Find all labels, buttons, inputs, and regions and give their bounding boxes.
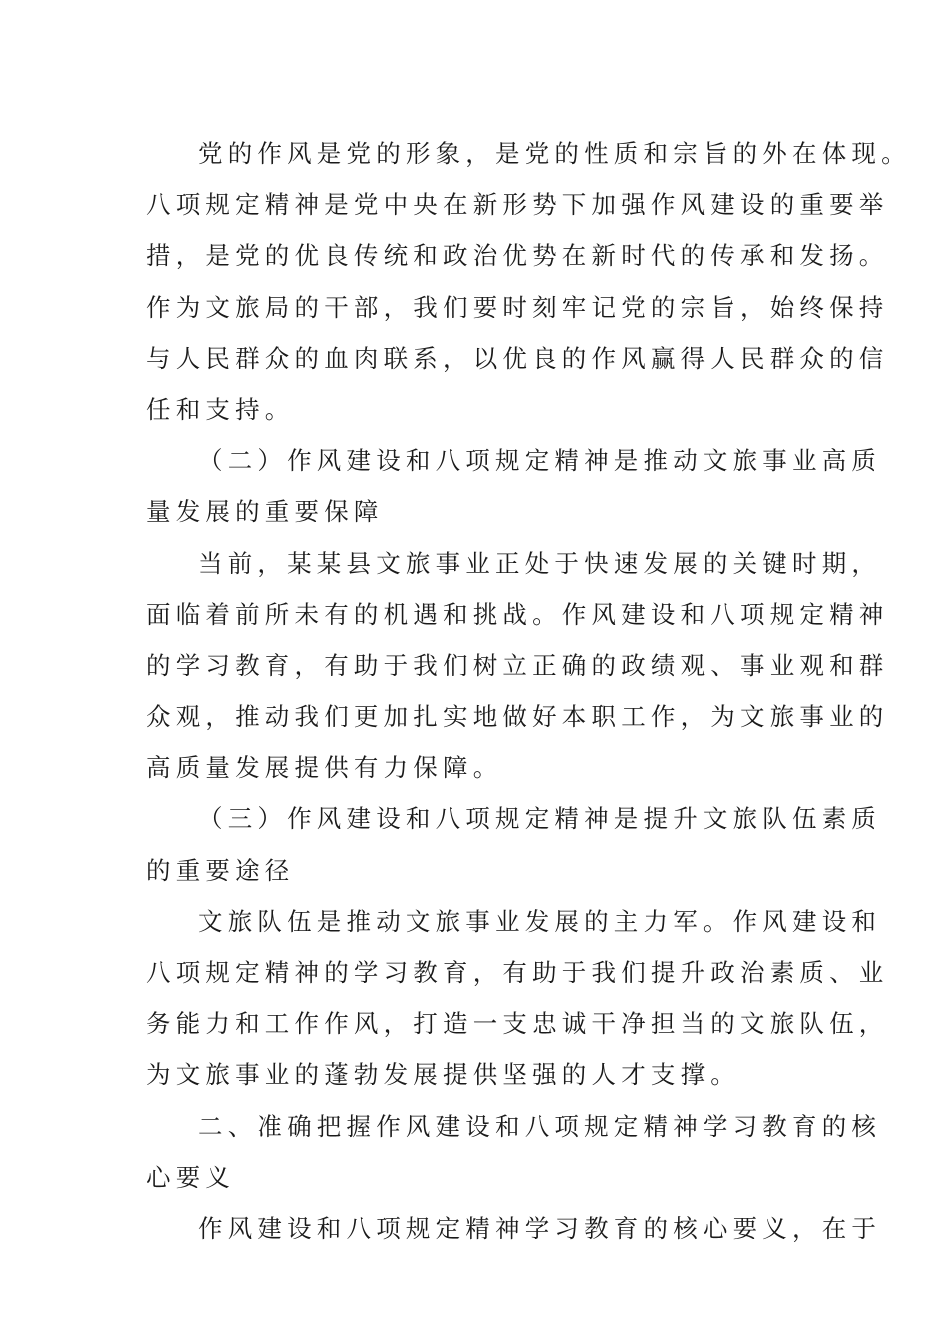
text-line: 八项规定精神的学习教育，有助于我们提升政治素质、业	[146, 958, 889, 987]
text-line: 任和支持。	[146, 394, 295, 424]
subheading-line: （三）作风建设和八项规定精神是提升文旅队伍素质	[198, 804, 882, 834]
text-line: 措，是党的优良传统和政治优势在新时代的传承和发扬。	[146, 241, 889, 271]
text-line: 的学习教育，有助于我们树立正确的政绩观、事业观和群	[146, 650, 889, 680]
text-line: 作为文旅局的干部，我们要时刻牢记党的宗旨，始终保持	[146, 292, 889, 322]
heading-line: 心要义	[146, 1162, 236, 1192]
subheading-line: 的重要途径	[146, 855, 295, 885]
text-line: 为文旅事业的蓬勃发展提供坚强的人才支撑。	[146, 1060, 740, 1090]
text-line: 当前，某某县文旅事业正处于快速发展的关键时期，	[198, 548, 882, 578]
text-line: 务能力和工作作风，打造一支忠诚干净担当的文旅队伍，	[146, 1009, 889, 1039]
text-line: 与人民群众的血肉联系，以优良的作风赢得人民群众的信	[146, 343, 889, 373]
paragraph-team	[146, 896, 889, 1101]
subheading-line: 量发展的重要保障	[146, 497, 384, 527]
text-line: 文旅队伍是推动文旅事业发展的主力军。作风建设和	[198, 906, 882, 936]
text-line: 作风建设和八项规定精神学习教育的核心要义，在于	[198, 1213, 882, 1243]
heading-line: 二、准确把握作风建设和八项规定精神学习教育的核	[198, 1111, 882, 1141]
text-line: 众观，推动我们更加扎实地做好本职工作，为文旅事业的	[146, 702, 889, 732]
section-heading-2	[146, 1101, 882, 1203]
subheading-2	[146, 435, 882, 537]
paragraph-party-style	[146, 128, 911, 435]
subheading-3	[146, 793, 882, 895]
text-line: 高质量发展提供有力保障。	[146, 753, 503, 783]
paragraph-core-meaning	[146, 1203, 882, 1254]
document-body	[146, 128, 911, 1254]
text-line: 八项规定精神是党中央在新形势下加强作风建设的重要举	[146, 190, 889, 220]
text-line: 党的作风是党的形象，是党的性质和宗旨的外在体现。	[198, 139, 911, 168]
text-line: 面临着前所未有的机遇和挑战。作风建设和八项规定精神	[146, 599, 889, 629]
paragraph-development	[146, 538, 889, 794]
subheading-line: （二）作风建设和八项规定精神是推动文旅事业高质	[198, 446, 882, 476]
